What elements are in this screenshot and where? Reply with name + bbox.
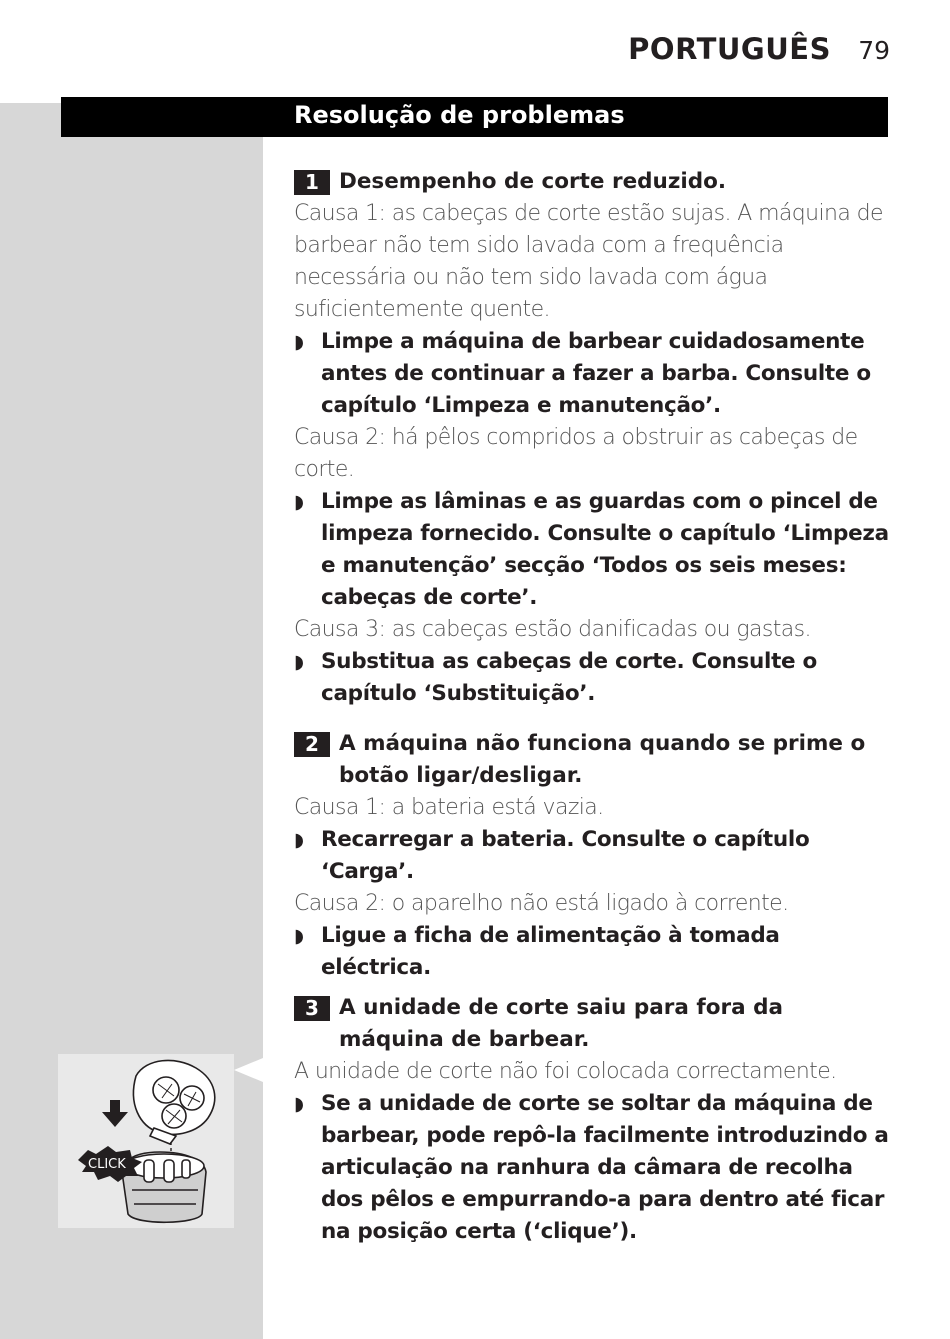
problem-title: Desempenho de corte reduzido. xyxy=(339,169,727,194)
cause-text: A unidade de corte não foi colocada correctamente. xyxy=(294,1059,837,1084)
solution-step xyxy=(294,646,894,710)
triangle-bullet-icon: ◗ xyxy=(294,491,304,513)
cause-text: Causa 1: as cabeças de corte estão sujas. A máquina de barbear não tem sido lavada com a frequência necessária ou não tem sido lavada com água suficientemente quente. xyxy=(294,201,883,322)
callout-pointer xyxy=(234,1058,263,1082)
language-header: PORTUGUÊS xyxy=(628,32,831,66)
triangle-bullet-icon: ◗ xyxy=(294,331,304,353)
triangle-bullet-icon: ◗ xyxy=(294,829,304,851)
spacer xyxy=(294,710,894,728)
solution-step xyxy=(294,824,894,888)
shaver-drawing xyxy=(58,1054,234,1228)
cause-text: Causa 2: há pêlos compridos a obstruir as cabeças de corte. xyxy=(294,425,858,482)
cutting-unit-illustration xyxy=(58,1054,234,1228)
solution-step xyxy=(294,486,894,614)
solution-step xyxy=(294,920,894,984)
cause-text: Causa 3: as cabeças estão danificadas ou gastas. xyxy=(294,617,811,642)
solution-text: Limpe a máquina de barbear cuidadosamente antes de continuar a fazer a barba. Consulte o capítulo ‘Limpeza e manutenção’. xyxy=(321,329,871,418)
triangle-bullet-icon: ◗ xyxy=(294,1093,304,1115)
problem-number-badge: 1 xyxy=(294,170,330,195)
solution-text: Recarregar a bateria. Consulte o capítulo ‘Carga’. xyxy=(321,827,810,884)
solution-text: Ligue a ficha de alimentação à tomada eléctrica. xyxy=(321,923,780,980)
problem-heading-3 xyxy=(294,992,894,1056)
problem-number-badge: 3 xyxy=(294,996,330,1021)
solution-step xyxy=(294,326,894,422)
cause-text: Causa 2: o aparelho não está ligado à corrente. xyxy=(294,891,789,916)
triangle-bullet-icon: ◗ xyxy=(294,925,304,947)
triangle-bullet-icon: ◗ xyxy=(294,651,304,673)
section-title: Resolução de problemas xyxy=(294,101,625,129)
spacer xyxy=(294,984,894,992)
problem-heading-2 xyxy=(294,728,894,792)
solution-step xyxy=(294,1088,894,1248)
problem-title: A máquina não funciona quando se prime o botão ligar/desligar. xyxy=(339,731,866,788)
cause-text: Causa 1: a bateria está vazia. xyxy=(294,795,604,820)
solution-text: Se a unidade de corte se soltar da máquina de barbear, pode repô-la facilmente introduzindo a articulação na ranhura da câmara de recolha dos pêlos e empurrando-a para dentro até ficar na posição certa (‘clique’). xyxy=(321,1091,889,1244)
down-arrow-icon xyxy=(102,1100,128,1127)
troubleshooting-content xyxy=(294,166,894,1248)
page-number: 79 xyxy=(858,36,890,65)
solution-text: Limpe as lâminas e as guardas com o pincel de limpeza fornecido. Consulte o capítulo ‘Limpeza e manutenção’ secção ‘Todos os seis meses: cabeças de corte’. xyxy=(321,489,889,610)
problem-title: A unidade de corte saiu para fora da máquina de barbear. xyxy=(339,995,783,1052)
click-label: CLICK xyxy=(88,1157,126,1172)
problem-heading-1 xyxy=(294,166,894,198)
problem-number-badge: 2 xyxy=(294,732,330,757)
solution-text: Substitua as cabeças de corte. Consulte o capítulo ‘Substituição’. xyxy=(321,649,817,706)
